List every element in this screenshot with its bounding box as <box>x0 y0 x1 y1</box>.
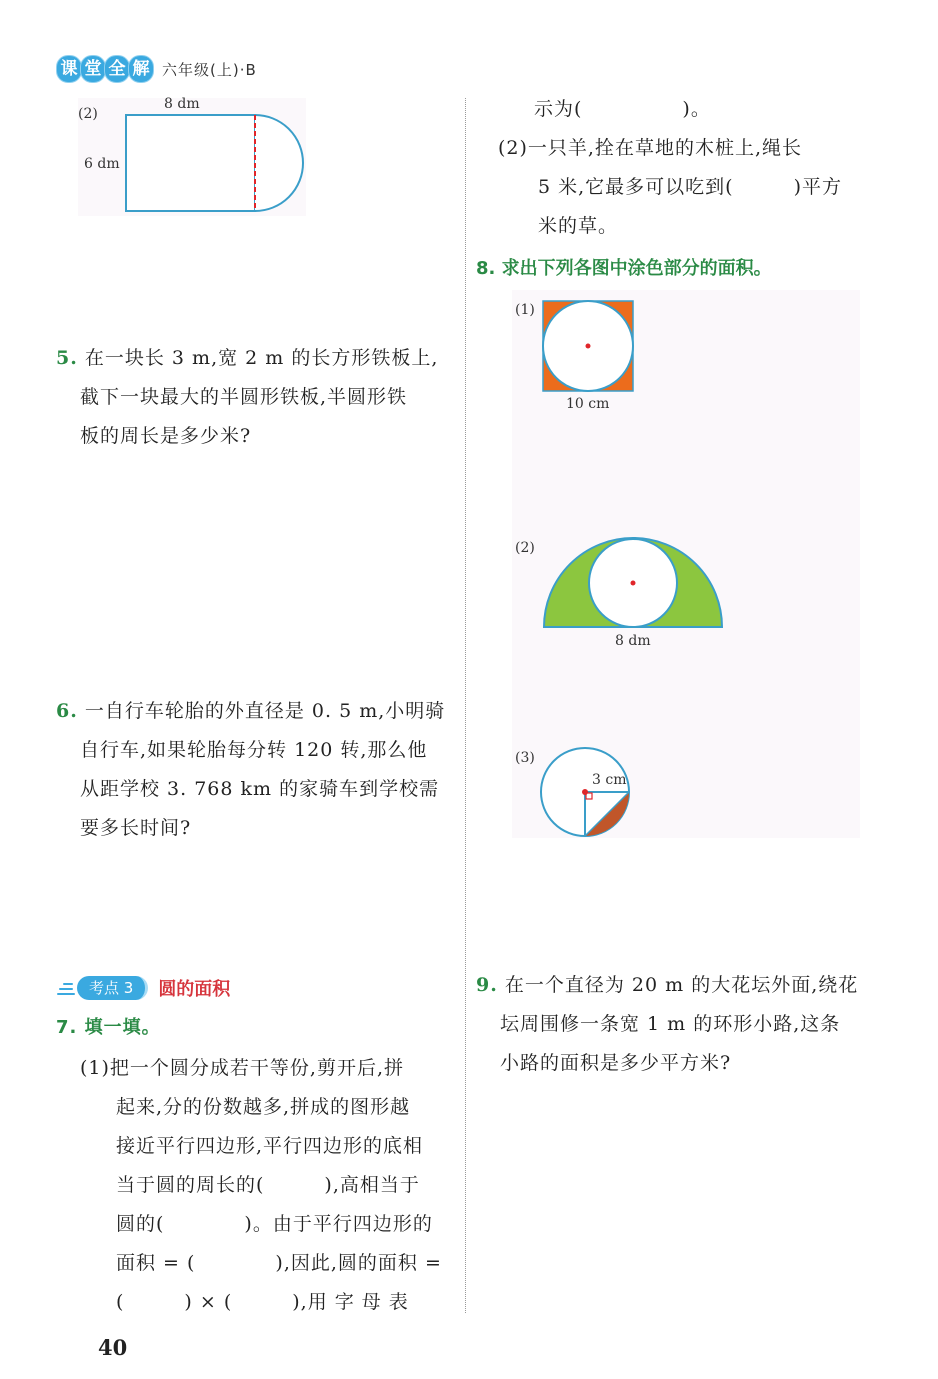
logo-char: 课 <box>56 55 82 83</box>
question-title: 求出下列各图中涂色部分的面积。 <box>501 258 772 279</box>
question-text: 米的草。 <box>538 215 619 237</box>
q8-figures-panel <box>512 290 860 838</box>
header-title: 六年级(上)·B <box>162 60 257 79</box>
question-number: 7. <box>56 1017 78 1038</box>
question-text: 示为( )。 <box>534 98 711 120</box>
page-header <box>56 55 257 83</box>
question-6 <box>56 692 466 848</box>
logo-char: 堂 <box>80 55 106 83</box>
question-text: 小路的面积是多少平方米? <box>500 1052 732 1074</box>
height-label: 6 dm <box>84 156 120 172</box>
question-7 <box>56 1008 466 1322</box>
question-text: 圆的( )。由于平行四边形的 <box>116 1213 433 1235</box>
dimension-label: 10 cm <box>566 396 610 412</box>
question-text: ( ) × ( ),用 字 母 表 <box>116 1291 409 1313</box>
figure-label: (2) <box>78 106 98 122</box>
question-text: 把一个圆分成若干等份,剪开后,拼 <box>109 1057 405 1079</box>
question-5 <box>56 339 466 456</box>
question-text: 板的周长是多少米? <box>80 425 252 447</box>
question-text: 面积 = ( ),因此,圆的面积 = <box>116 1252 442 1274</box>
figure-label: (2) <box>515 540 535 556</box>
question-number: 6. <box>56 700 78 722</box>
logo-char: 解 <box>128 55 154 83</box>
figure-rect-semicircle <box>78 98 306 216</box>
dimension-label: 3 cm <box>592 772 627 788</box>
question-7-continued <box>498 90 888 246</box>
question-8-title <box>476 254 772 280</box>
question-text: 当于圆的周长的( ),高相当于 <box>116 1174 420 1196</box>
width-label: 8 dm <box>164 96 200 112</box>
question-text: 一自行车轮胎的外直径是 0. 5 m,小明骑 <box>84 700 446 722</box>
question-number: 5. <box>56 347 78 369</box>
question-text: 坛周围修一条宽 1 m 的环形小路,这条 <box>500 1013 841 1035</box>
question-9 <box>476 966 886 1083</box>
sub-question-label: (1) <box>80 1057 110 1079</box>
question-text: 在一块长 3 m,宽 2 m 的长方形铁板上, <box>84 347 439 369</box>
question-title: 填一填。 <box>84 1017 161 1038</box>
speed-lines-icon <box>57 980 75 996</box>
question-text: 要多长时间? <box>80 817 192 839</box>
logo-char: 全 <box>104 55 130 83</box>
question-text: 在一个直径为 20 m 的大花坛外面,绕花 <box>504 974 859 996</box>
question-text: 一只羊,拴在草地的木桩上,绳长 <box>527 137 803 159</box>
section-title: 圆的面积 <box>158 979 231 1000</box>
sub-question-label: (2) <box>498 137 528 159</box>
page-number: 40 <box>98 1335 128 1360</box>
question-text: 接近平行四边形,平行四边形的底相 <box>116 1135 424 1157</box>
question-text: 自行车,如果轮胎每分转 120 转,那么他 <box>80 739 428 761</box>
question-text: 起来,分的份数越多,拼成的图形越 <box>116 1096 411 1118</box>
section-badge: 考点 3 <box>77 976 148 1000</box>
circle-segment-diagram <box>539 746 635 840</box>
question-text: 从距学校 3. 768 km 的家骑车到学校需 <box>80 778 440 800</box>
figure-label: (1) <box>515 302 535 318</box>
book-logo <box>56 55 152 83</box>
question-number: 8. <box>476 258 496 279</box>
figure-label: (3) <box>515 750 535 766</box>
question-text: 截下一块最大的半圆形铁板,半圆形铁 <box>80 386 408 408</box>
question-number: 9. <box>476 974 498 996</box>
section-header <box>57 975 230 1001</box>
dimension-label: 8 dm <box>615 633 651 649</box>
semicircle-circle-diagram <box>542 536 724 630</box>
square-circle-diagram <box>542 300 634 392</box>
question-text: 5 米,它最多可以吃到( )平方 <box>538 176 842 198</box>
